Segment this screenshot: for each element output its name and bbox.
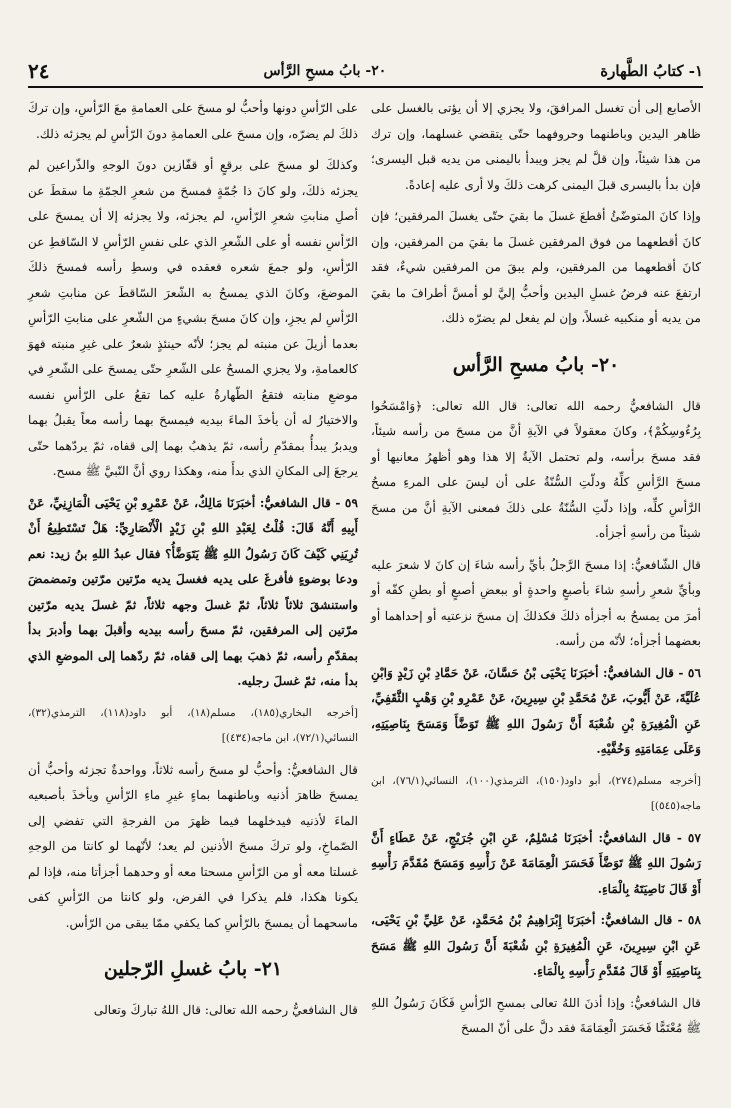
hadith-paragraph: ٥٨ - قال الشافعيُّ: أخبَرَنَا إِبْرَاهِيمُ بْنُ مُحَمَّدٍ، عَنْ عَلِيِّ بْنِ يَحْيَى، عَنِ ابْنِ سِيرِينَ، عَنِ الْمُغِيرَةِ بْنِ شُعْبَةَ أَنَّ رَسُولَ اللهِ ﷺ مَسَحَ بِنَاصِيَتِهِ أَوْ قَالَ مُقَدَّمِ رَأْسِهِ بِالْمَاءِ. <box>371 913 701 978</box>
hadith-paragraph: ٥٦ - قال الشافعيُّ: أخبَرَنَا يَحْيَى بْنُ حَسَّانَ، عَنْ حَمَّادِ بْنِ زَيْدٍ وَابْنِ عُلَيَّةَ، عَنْ أَيُّوبَ، عَنْ مُحَمَّدِ بْنِ سِيرِينَ، عَنْ عَمْرِو بْنِ وَهْبٍ الثَّقَفِيِّ، عَنِ الْمُغِيرَةِ بْنِ شُعْبَةَ أَنَّ رَسُولَ اللهِ ﷺ تَوَضَّأَ وَمَسَحَ بِنَاصِيَتِهِ، وَعَلَى عِمَامَتِهِ وَخُفَّيْهِ. <box>371 665 701 756</box>
paragraph: قال الشافعيُّ رحمه الله تعالى: قال اللهُ تباركَ وتعالى <box>93 1003 358 1017</box>
running-book-title: ١- كتابُ الطَّهارة <box>600 62 703 80</box>
paragraph: قال الشافعيُّ رحمه الله تعالى: قال الله تعالى: ﴿وَامْسَحُوا بِرُءُوسِكُمْ﴾، وكانَ معقولاً في الآيةِ أنَّ من مسحَ من رأسه شيئاً، فقد مسحَ برأسه، ولم تحتمل الآيةُ إلا هذا وهو أظهرُ معانيها أو مسحَ الرَّأسِ كلِّهُ ودلّتِ السُّنّةُ على أن ليسَ على المرءِ مسحُ الرَّأسِ كلِّه، وإذا دلّتِ السُّنّةُ على ذلكَ فمعنى الآيةِ أنَّ من مسحَ شيئاً من رأسهِ أجزأه. <box>371 398 701 540</box>
right-column <box>371 96 701 1048</box>
hadith-paragraph: ٥٧ - قال الشافعيُّ: أخبَرَنَا مُسْلِمٌ، عَنِ ابْنِ جُرَيْجٍ، عَنْ عَطَاءٍ أَنَّ رَسُولَ اللهِ ﷺ تَوَضَّأَ فَحَسَرَ الْعِمَامَةَ عَنْ رَأْسِهِ وَمَسَحَ مُقَدَّمَ رَأْسِهِ أَوْ قَالَ نَاصِيَتَهُ بِالْمَاءِ. <box>371 830 701 896</box>
running-section-title: ٢٠- بابُ مسحِ الرَّأس <box>263 63 387 79</box>
paragraph: قال الشّافعيُّ: إذا مسحَ الرَّجلُ بأيِّ رأسه شاءَ إن كانَ لا شعرَ عليه وبأيِّ شعرِ رأسهِ شاءَ بأصبعٍ واحدةٍ أو ببعضِ أصبعٍ أو بطنِ كفّه أو أمرَ من يمسحُ به أجزأه ذلكَ فكذلكَ إن مسحَ نزعتيه أو إحداهما أو بعضهما أجزأه؛ لأنّه من رأسه. <box>371 557 701 648</box>
paragraph: على الرّأسِ دونها وأحبُّ لو مسحَ على العمامةِ معَ الرّأسِ، وإن تركَ ذلكَ لم يضرّه، وإن مسحَ على العمامةِ دونَ الرّأسِ لم يجزئه ذلك. <box>28 101 358 141</box>
hadith-paragraph: ٥٩ - قال الشافعيُّ: أخبَرَنَا مَالِكٌ، عَنْ عَمْرِو بْنِ يَحْيَى الْمَازِنِيِّ، عَنْ أَبِيهِ أَنَّهُ قَالَ: قُلْتُ لِعَبْدِ اللهِ بْنِ زَيْدٍ الْأَنْصَارِيِّ: هَلْ تَسْتَطِيعُ أَنْ تُرِيَنِي كَيْفَ كَانَ رَسُولُ اللهِ ﷺ يَتَوَضَّأُ؟ فقال عبدُ اللهِ بنُ زيد: نعم ودعا بوضوءٍ فأفرغَ على يديه فغسلَ يديه مرّتين مرّتين وتمضمضَ واستنشقَ ثلاثاً ثلاثاً، ثمّ غسلَ وجهه ثلاثاً، ثمّ غسلَ يديه مرّتين مرّتين إلى المرفقين، ثمّ مسحَ رأسه بيديه وأقبلَ بهما وأدبرَ بدأ بمقدّمِ رأسه، ثمّ ذهبَ بهما إلى قفاه، ثمّ ردّهما إلى الموضعِ الذي بدأ منه، ثمّ غسلَ رجليه. <box>28 495 358 688</box>
paragraph: الأصابع إلى أن تغسل المرافقَ، ولا يجزي إلا أن يؤتى بالغسل على ظاهر اليدين وباطنهما وحروفهما حتّى يتقضي غسلهما، وإن ترك من هذا شيئاً، وإن قلَّ لم يجز ويبدأ باليمنى من يديه قبل اليسرى؛ فإن بدأ باليسرى قبلَ اليمنى كرهت ذلكَ ولا أرى عليه إعادةً. <box>371 101 701 192</box>
paragraph: قال الشافعيُّ: وأحبُّ لو مسحَ رأسه ثلاثاً، وواحدةٌ تجزئه وأحبُّ أن يمسحَ ظاهرَ أذنيه وباطنهما بماءٍ غيرِ ماءِ الرّأسِ ويأخذَ بأصبعيه الماءَ لأذنيه فيدخلهما فيما ظهرَ من الفرجةِ التي تفضي إلى الصّماخِ، ولو تركَ مسحَ الأذنين لم يعد؛ لأنّهما لو كانتا من الوجهِ غسلتا معه أو من الرّأسِ مسحتا معه أو وحدهما أجزأتا منه، فإذا لم يكونا هكذا، فلم يذكرا في الفرض، ولو كانتا من الرّأسِ كفى ماسحهما أن يمسحَ بالرّأسِ كما يكفي ممّا يبقى من الرّأس. <box>28 762 358 930</box>
hadith-reference: [أخرجه البخاري(١٨٥)، مسلم(١٨)، أبو داود(١١٨)، الترمذي(٣٢)، النسائي(٧٢/١)، ابن ماجه(٤٣٤)] <box>28 706 358 744</box>
paragraph: قال الشافعيُّ: وإذا أذنَ اللهُ تعالى بمسحِ الرّأسِ فَكَانَ رَسُولُ اللهِ ﷺ مُعْتَمًّا فَحَسَرَ الْعِمَامَةَ فقد دلَّ على أنّ المسحَ <box>371 995 701 1035</box>
page-number: ٢٤ <box>28 59 50 83</box>
paragraph: وكذلكَ لو مسحَ على برقعٍ أو قفّازين دونَ الوجهِ والذّراعين لم يجزئه ذلكَ، ولو كانَ ذا جُمّةٍ فمسحَ من شعرِ الجمّةِ ما سقطَ عن أصلِ منابتِ شعرِ الرّأسِ، لم يجزئه، ولا يجزئه إلا أن يمسحَ على الرّأسِ نفسه أو على الشّعرِ الذي على نفسِ الرّأسِ لا السّاقطِ عن الرّأسِ، ولو جمعَ شعره فعقده في وسطِ رأسه فمسحَ ذلكَ الموضعَ، وكانَ الذي يمسحُ به الشّعرَ السّاقطَ عن منابتِ شعرِ الرّأسِ لم يجزِ، وإن كانَ مسحَ بشيءٍ من الشّعرِ على منابتِ الرّأسِ بعدما أزيلَ عن منبته لم يجز؛ لأنّه حينئذٍ شعرٌ على غيرِ منبته فهوَ كالعمامةِ، ولا يجزي المسحُ على الشّعرِ حتّى يمسحَ على الشّعرِ في موضعِ منابته فتقعُ الطّهارةُ عليه كما تقعُ على الرّأسِ نفسه والاختيارُ له أن يأخذَ الماءَ بيديه فيمسحَ بهما رأسه معاً يقبلُ بهما ويدبرُ يبدأُ بمقدّمِ رأسه، ثمّ يذهبُ بهما إلى قفاه، ثمّ يردّهما حتّى يرجعَ إلى المكانِ الذي بدأَ منه، وهكذا روي أنَّ النّبيَّ ﷺ مسح. <box>28 158 358 478</box>
hadith-reference: [أخرجه مسلم(٢٧٤)، أبو داود(١٥٠)، الترمذي(١٠٠)، النسائي(٧٦/١)، ابن ماجه(٥٤٥)] <box>371 774 701 812</box>
chapter-heading: ٢١- بابُ غسلِ الرّجلين <box>103 958 283 980</box>
chapter-heading: ٢٠- بابُ مسحِ الرَّأس <box>452 353 620 376</box>
left-column <box>28 96 358 1030</box>
paragraph: وإذا كانَ المتوضّئُ أقطعَ غسلَ ما بقيَ حتّى يغسلَ المرفقين؛ فإن كانَ أقطعهما من فوق المرفقين غسلَ ما بقيَ من المرفقين، وإن كانَ أقطعهما من المرفقين، ولم يبقَ من المرفقين شيءٌ، فقد ارتفعَ عنه فرضُ غسلِ اليدين وأحبُّ إليَّ لو أمسَّ أطرافَ ما بقيَ من يديه أو منكبيه غسلاً، وإن لم يفعل لم يضرّه ذلك. <box>371 209 701 325</box>
page-header <box>28 56 703 88</box>
